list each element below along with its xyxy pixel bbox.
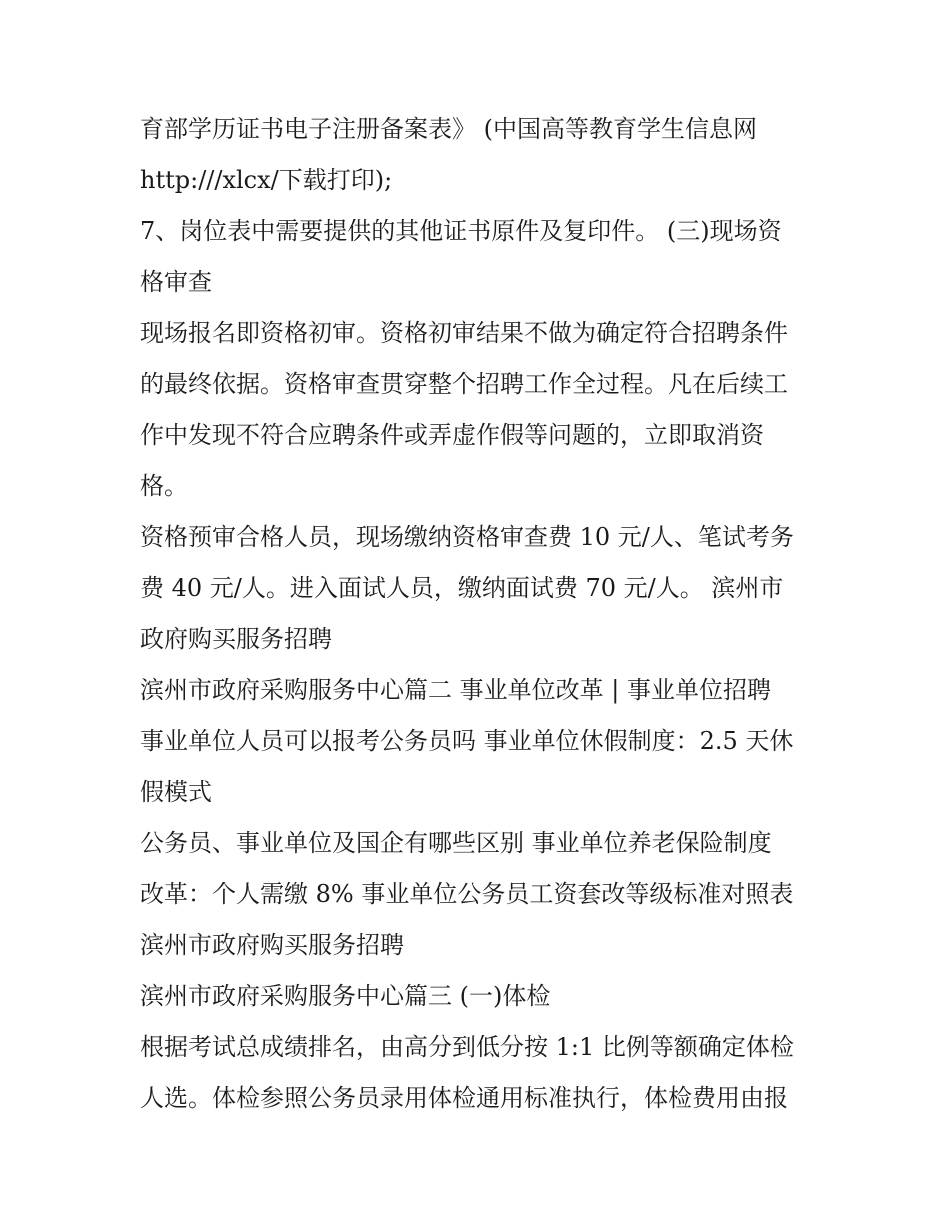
- text-line: http:///xlcx/下载打印);: [140, 166, 393, 194]
- text-line: 格审查: [140, 268, 212, 296]
- text-line: 滨州市政府采购服务中心篇二 事业单位改革 | 事业单位招聘: [140, 676, 771, 704]
- text-line: 格。: [140, 472, 188, 500]
- text-line: 滨州市政府采购服务中心篇三 (一)体检: [140, 982, 551, 1010]
- text-line: 现场报名即资格初审。资格初审结果不做为确定符合招聘条件: [140, 319, 788, 347]
- text-line: 公务员、事业单位及国企有哪些区别 事业单位养老保险制度: [140, 829, 772, 857]
- text-line: 费 40 元/人。进入面试人员，缴纳面试费 70 元/人。 滨州市: [140, 574, 784, 602]
- text-line: 人选。体检参照公务员录用体检通用标准执行，体检费用由报: [140, 1084, 788, 1112]
- text-line: 假模式: [140, 778, 212, 806]
- text-line: 改革：个人需缴 8% 事业单位公务员工资套改等级标准对照表: [140, 880, 794, 908]
- text-line: 的最终依据。资格审查贯穿整个招聘工作全过程。凡在后续工: [140, 370, 788, 398]
- text-line: 政府购买服务招聘: [140, 625, 332, 653]
- document-body: [140, 104, 820, 1124]
- text-line: 育部学历证书电子注册备案表》 (中国高等教育学生信息网: [140, 115, 757, 143]
- text-line: 作中发现不符合应聘条件或弄虚作假等问题的，立即取消资: [140, 421, 764, 449]
- text-line: 7、岗位表中需要提供的其他证书原件及复印件。 (三)现场资: [140, 217, 782, 245]
- text-line: 资格预审合格人员，现场缴纳资格审查费 10 元/人、笔试考务: [140, 523, 794, 551]
- text-line: 根据考试总成绩排名，由高分到低分按 1:1 比例等额确定体检: [140, 1033, 794, 1061]
- text-line: 滨州市政府购买服务招聘: [140, 931, 404, 959]
- text-line: 事业单位人员可以报考公务员吗 事业单位休假制度：2.5 天休: [140, 727, 794, 755]
